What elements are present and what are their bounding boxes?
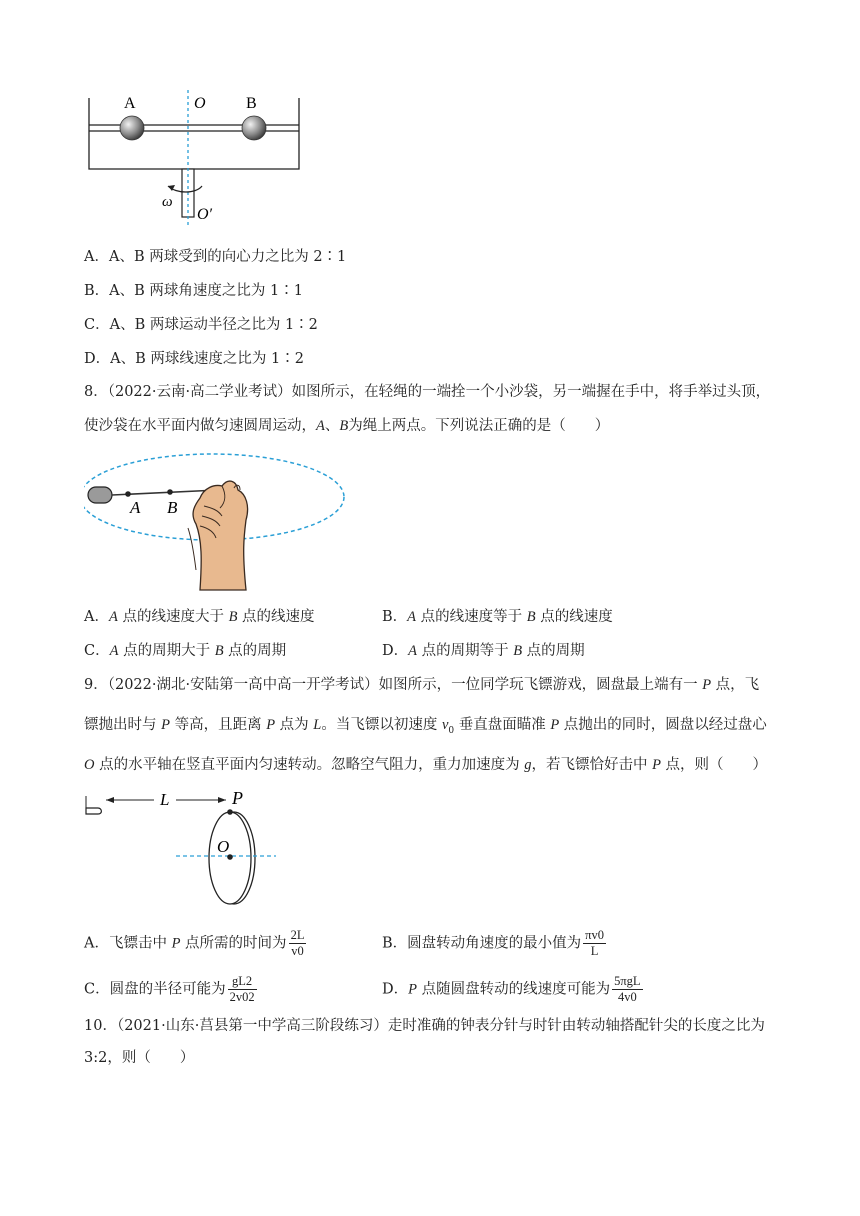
label-l: L xyxy=(160,790,170,809)
label-b: B xyxy=(246,95,257,112)
hand xyxy=(188,481,248,590)
q7-option-a: A．A、B 两球受到的向心力之比为 2∶1 xyxy=(84,249,347,265)
label-o-prime: O′ xyxy=(197,206,213,223)
q10-stem-line2: 3:2，则（ ） xyxy=(84,1050,195,1066)
q8-stem-line1: 8．（2022·云南·高二学业考试）如图所示，在轻绳的一端拴一个小沙袋，另一端握在手中，将手举过头顶， xyxy=(84,384,771,400)
q8-stem-line2: 使沙袋在水平面内做匀速圆周运动，A、B为绳上两点。下列说法正确的是（ ） xyxy=(84,418,610,434)
fig-rotating-rod xyxy=(84,90,314,230)
q9-stem-line1: 9．（2022·湖北·安陆第一高中高一开学考试）如图所示，一位同学玩飞镖游戏，圆盘最上端有一 P 点，飞 xyxy=(84,677,760,693)
q7-option-d: D．A、B 两球线速度之比为 1∶2 xyxy=(84,351,304,367)
q9-stem-line3: O 点的水平轴在竖直平面内匀速转动。忽略空气阻力，重力加速度为 g，若飞镖恰好击中 P 点，则（ ） xyxy=(84,757,768,773)
frac-radius: $\frac{gL2}{2v02}$ xyxy=(229,974,255,1004)
label-o: O xyxy=(217,837,230,856)
label-a: A xyxy=(124,95,136,112)
q9-option-b: B．圆盘转动角速度的最小值为 $\frac{\pi v0}{L}$ xyxy=(382,928,604,958)
ball-b xyxy=(242,116,266,140)
dart xyxy=(86,808,101,814)
q8-option-c: C．A 点的周期大于 B 点的周期 xyxy=(84,643,287,659)
q7-option-b: B．A、B 两球角速度之比为 1∶1 xyxy=(84,283,303,299)
q9-option-c: C．圆盘的半径可能为 $\frac{gL2}{2v02}$ xyxy=(84,974,255,1004)
label-a: A xyxy=(130,498,141,517)
label-o: O xyxy=(194,95,206,112)
q8-option-a: A．A 点的线速度大于 B 点的线速度 xyxy=(84,609,315,625)
fig-dart-disk xyxy=(84,788,284,906)
label-omega: ω xyxy=(162,194,173,210)
frac-speed: $\frac{\text{5πgL}}{4v0}$ xyxy=(614,974,641,1004)
frac-time: $\frac{2L}{v0}$ xyxy=(290,928,305,958)
frac-omega: $\frac{\pi v0}{L}$ xyxy=(585,928,604,958)
label-b: B xyxy=(167,498,178,517)
label-p: P xyxy=(232,788,243,808)
q9-stem-line2: 镖抛出时与 P 等高，且距离 P 点为 L。当飞镖以初速度 $v_0$ 垂直盘面瞄准 P 点抛出的同时，圆盘以经过盘心 xyxy=(84,717,767,736)
q9-option-d: D．P 点随圆盘转动的线速度可能为 $\frac{\text{5πgL}}{4v0}$ xyxy=(382,974,641,1004)
q9-option-a: A．飞镖击中 P 点所需的时间为 $\frac{2L}{v0}$ xyxy=(84,928,305,958)
q10-stem-line1: 10．（2021·山东·莒县第一中学高三阶段练习）走时准确的钟表分针与时针由转动轴搭配针尖的长度之比为 xyxy=(84,1018,765,1034)
sandbag xyxy=(88,487,112,503)
q8-option-d: D．A 点的周期等于 B 点的周期 xyxy=(382,643,585,659)
q8-option-b: B．A 点的线速度等于 B 点的线速度 xyxy=(382,609,613,625)
q7-option-c: C．A、B 两球运动半径之比为 1∶2 xyxy=(84,317,318,333)
fig-sandbag xyxy=(84,450,354,592)
ball-a xyxy=(120,116,144,140)
